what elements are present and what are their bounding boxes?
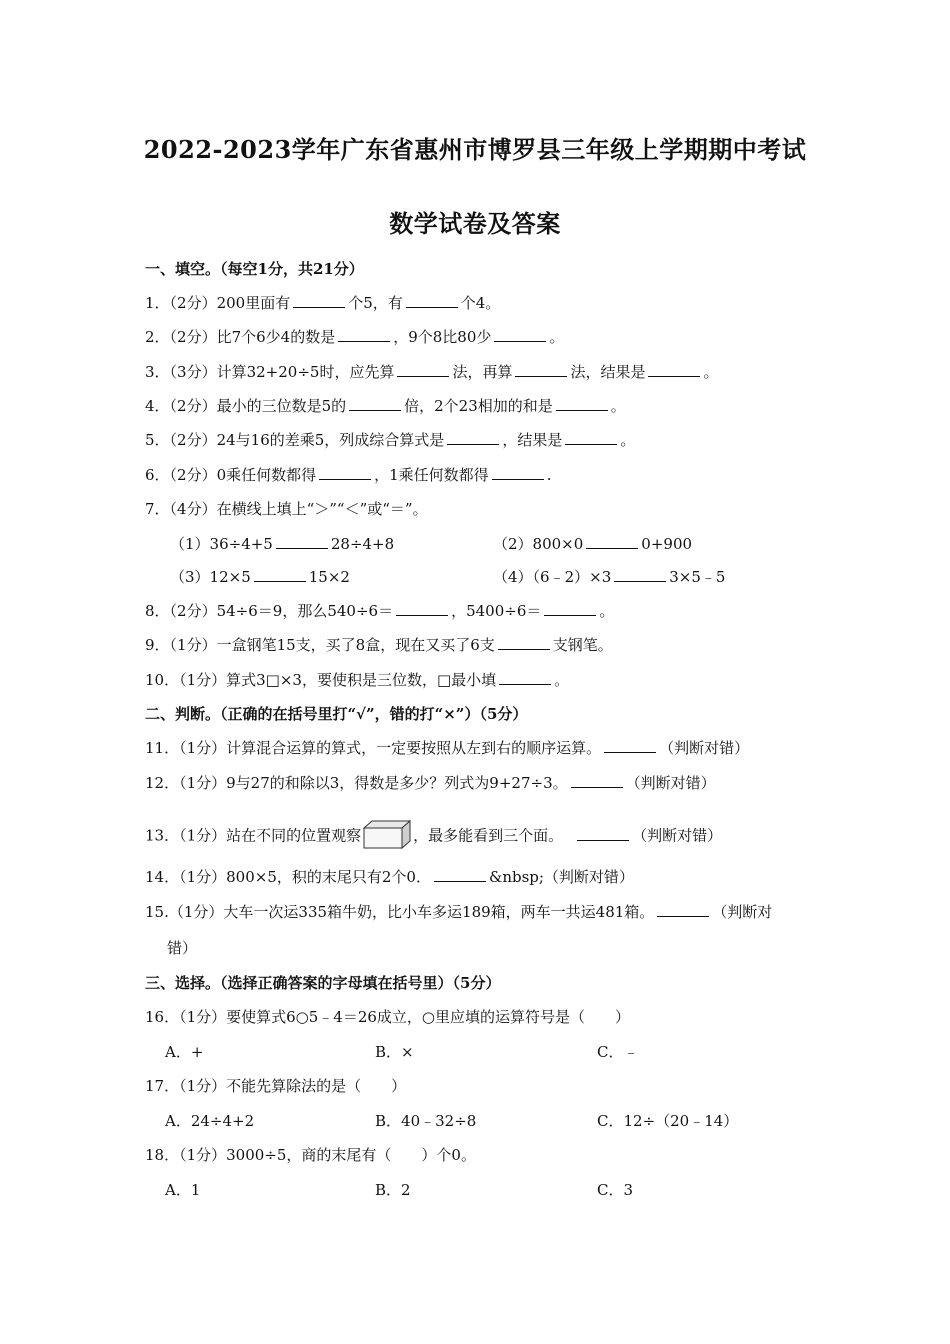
q7c-right: 15×2 — [308, 568, 350, 586]
answer-blank[interactable] — [319, 465, 371, 480]
question-9 — [145, 635, 613, 655]
answer-blank[interactable] — [577, 826, 629, 841]
question-4 — [145, 396, 626, 416]
q14-suffix: &nbsp;（判断对错） — [488, 868, 634, 886]
answer-blank[interactable] — [293, 293, 345, 308]
q10-text-b: 。 — [554, 671, 570, 689]
question-17: 17．（1分）不能先算除法的是（ ） — [145, 1077, 407, 1095]
question-7-part-4 — [493, 567, 725, 587]
q17-option-c[interactable]: C．12÷（20﹣14） — [597, 1112, 739, 1130]
q9-text-b: 支钢笔。 — [552, 636, 613, 654]
question-16: 16．（1分）要使算式6○5﹣4＝26成立，○里应填的运算符号是（ ） — [145, 1008, 631, 1026]
answer-blank[interactable] — [604, 738, 656, 753]
cuboid-icon — [363, 819, 411, 854]
question-6 — [145, 465, 551, 485]
q13-text-a: 13．（1分）站在不同的位置观察 — [145, 826, 362, 845]
q4-text-b: 倍，2个23相加的和是 — [404, 397, 553, 415]
q13-suffix: （判断对错） — [632, 826, 723, 845]
q1-text-c: 个4。 — [460, 294, 501, 312]
doc-title-line2: 数学试卷及答案 — [389, 209, 561, 238]
question-3 — [145, 362, 719, 382]
q8-text-a: 8．（2分）54÷6＝9，那么540÷6＝ — [145, 602, 394, 620]
answer-blank[interactable] — [349, 396, 401, 411]
question-15 — [145, 902, 772, 922]
q7d-left: （4）（6﹣2）×3 — [493, 568, 612, 586]
q16-option-c[interactable]: C．﹣ — [597, 1043, 639, 1061]
answer-blank[interactable] — [492, 465, 544, 480]
answer-blank[interactable] — [544, 601, 596, 616]
answer-blank[interactable] — [515, 362, 567, 377]
q3-text-d: 。 — [703, 363, 719, 381]
q7b-right: 0+900 — [641, 535, 693, 553]
question-7: 7．（4分）在横线上填上“＞”“＜”或“＝”。 — [145, 500, 428, 518]
q1-text-a: 1．（2分）200里面有 — [145, 294, 291, 312]
q7d-right: 3×5﹣5 — [669, 568, 726, 586]
q2-text-a: 2．（2分）比7个6少4的数是 — [145, 328, 336, 346]
answer-blank[interactable] — [556, 396, 608, 411]
question-2 — [145, 327, 564, 347]
q4-text-c: 。 — [610, 397, 626, 415]
section-3-header: 三、选择。（选择正确答案的字母填在括号里）（5分） — [145, 974, 501, 992]
q11-suffix: （判断对错） — [659, 739, 750, 757]
q12-text: 12．（1分）9与27的和除以3，得数是多少？列式为9+27÷3。 — [145, 774, 568, 792]
q5-text-c: 。 — [620, 431, 636, 449]
q17-option-b[interactable]: B．40﹣32÷8 — [375, 1112, 477, 1130]
q16-option-b[interactable]: B．× — [375, 1043, 414, 1061]
answer-blank[interactable] — [276, 534, 328, 549]
q7a-right: 28÷4+8 — [330, 535, 395, 553]
question-7-part-2 — [493, 534, 692, 554]
q7a-left: （1）36÷4+5 — [170, 535, 273, 553]
answer-blank[interactable] — [565, 430, 617, 445]
q4-text-a: 4．（2分）最小的三位数是5的 — [145, 397, 347, 415]
answer-blank[interactable] — [434, 867, 486, 882]
answer-blank[interactable] — [657, 902, 709, 917]
question-7-part-1 — [170, 534, 394, 554]
answer-blank[interactable] — [397, 362, 449, 377]
answer-blank[interactable] — [254, 567, 306, 582]
q10-text-a: 10．（1分）算式3□×3，要使积是三位数，□最小填 — [145, 671, 497, 689]
answer-blank[interactable] — [406, 293, 458, 308]
q14-text: 14．（1分）800×5，积的末尾只有2个0． — [145, 868, 431, 886]
q5-text-a: 5．（2分）24与16的差乘5，列成综合算式是 — [145, 431, 445, 449]
question-5 — [145, 430, 635, 450]
q2-text-c: 。 — [549, 328, 565, 346]
question-13 — [145, 819, 722, 854]
question-12 — [145, 773, 716, 793]
q6-text-c: . — [546, 466, 552, 484]
q1-text-b: 个5，有 — [348, 294, 403, 312]
question-8 — [145, 601, 614, 621]
doc-title-line1: 2022-2023学年广东省惠州市博罗县三年级上学期期中考试 — [143, 135, 807, 164]
q3-text-a: 3．（3分）计算32+20÷5时，应先算 — [145, 363, 395, 381]
question-14 — [145, 867, 634, 887]
q7b-left: （2）800×0 — [493, 535, 584, 553]
q12-suffix: （判断对错） — [625, 774, 716, 792]
q13-text-b: ，最多能看到三个面。 — [413, 826, 564, 845]
question-15-continuation: 错） — [167, 939, 198, 957]
q5-text-b: ，结果是 — [502, 431, 563, 449]
question-10 — [145, 670, 569, 690]
answer-blank[interactable] — [498, 635, 550, 650]
q8-text-b: ，5400÷6＝ — [451, 602, 542, 620]
q15-suffix: （判断对 — [712, 903, 773, 921]
question-11 — [145, 738, 749, 758]
q3-text-c: 法，结果是 — [570, 363, 646, 381]
q15-text: 15.（1分）大车一次运335箱牛奶，比小车多运189箱，两车一共运481箱。 — [145, 903, 655, 921]
q3-text-b: 法，再算 — [452, 363, 513, 381]
q6-text-b: ，1乘任何数都得 — [374, 466, 489, 484]
answer-blank[interactable] — [499, 670, 551, 685]
section-1-header: 一、填空。（每空1分，共21分） — [145, 260, 364, 278]
question-7-part-3 — [170, 567, 350, 587]
q11-text: 11．（1分）计算混合运算的算式，一定要按照从左到右的顺序运算。 — [145, 739, 602, 757]
q7c-left: （3）12×5 — [170, 568, 251, 586]
answer-blank[interactable] — [338, 327, 390, 342]
question-18: 18．（1分）3000÷5，商的末尾有（ ）个0。 — [145, 1146, 476, 1164]
section-2-header: 二、判断。（正确的在括号里打“√”，错的打“×”）（5分） — [145, 705, 528, 723]
q18-option-a[interactable]: A．1 — [165, 1181, 201, 1199]
q2-text-b: ，9个8比80少 — [393, 328, 492, 346]
q9-text-a: 9．（1分）一盒钢笔15支，买了8盒，现在又买了6支 — [145, 636, 495, 654]
answer-blank[interactable] — [586, 534, 638, 549]
q17-option-a[interactable]: A．24÷4+2 — [165, 1112, 255, 1130]
q6-text-a: 6．（2分）0乘任何数都得 — [145, 466, 317, 484]
q8-text-c: 。 — [599, 602, 615, 620]
answer-blank[interactable] — [447, 430, 499, 445]
question-1 — [145, 293, 500, 313]
q18-option-b[interactable]: B．2 — [375, 1181, 411, 1199]
q16-option-a[interactable]: A．+ — [165, 1043, 204, 1061]
answer-blank[interactable] — [648, 362, 700, 377]
answer-blank[interactable] — [396, 601, 448, 616]
q18-option-c[interactable]: C．3 — [597, 1181, 634, 1199]
answer-blank[interactable] — [571, 773, 623, 788]
answer-blank[interactable] — [494, 327, 546, 342]
answer-blank[interactable] — [614, 567, 666, 582]
